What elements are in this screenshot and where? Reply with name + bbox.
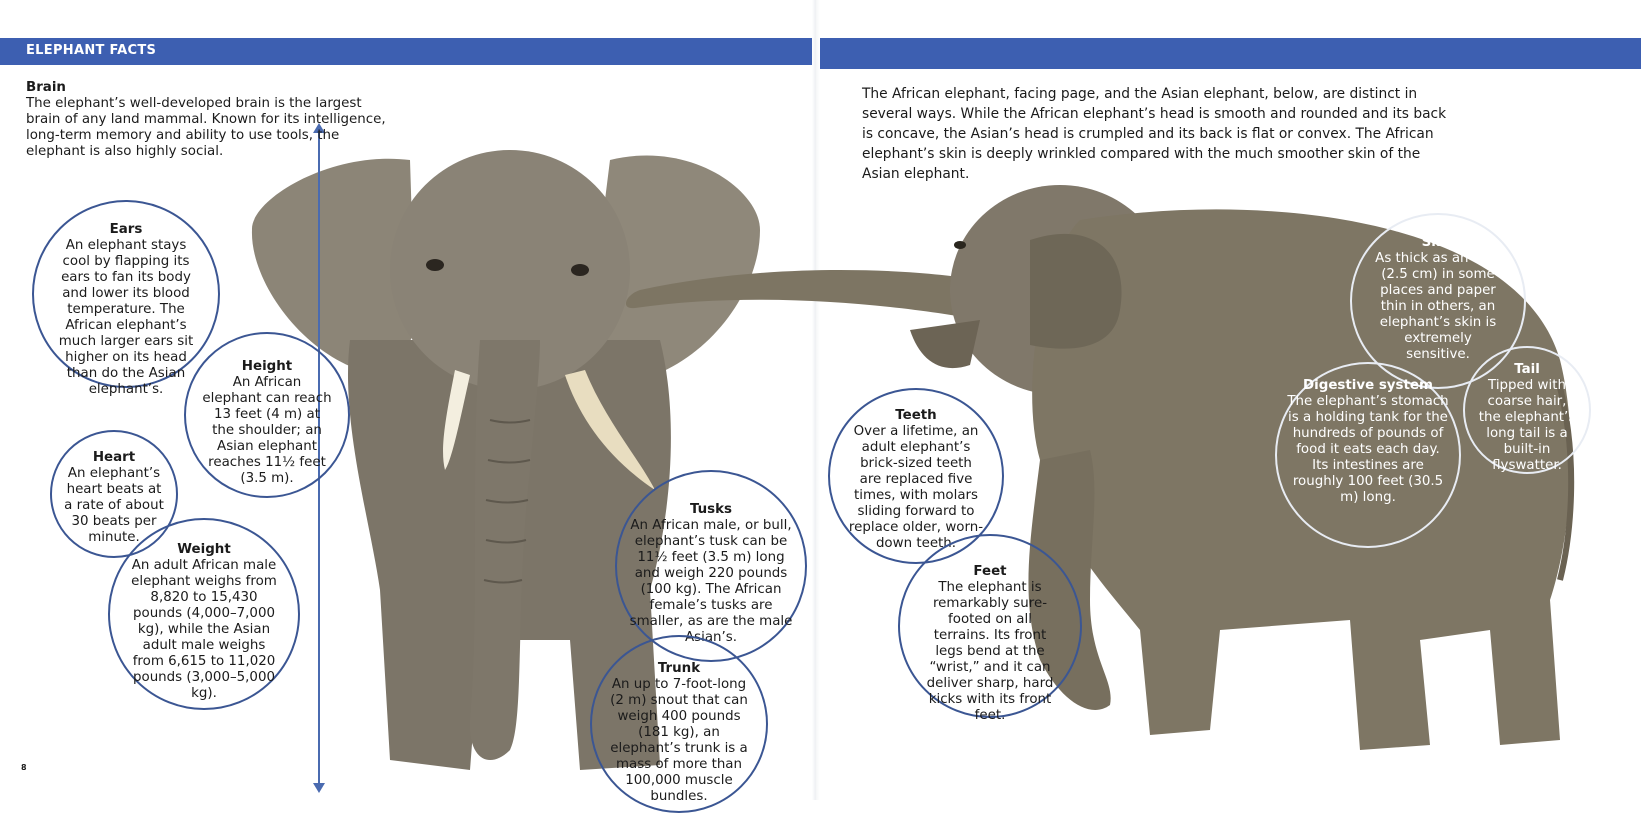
tail-fact-bubble	[1463, 346, 1591, 474]
intro-paragraph: The African elephant, facing page, and the Asian elephant, below, are distinct in several ways. While the African elephant’s head is smooth and rounded and its back is concave, the Asian’s head is crumpled and its back is flat or convex. The African elephant’s skin is deeply wrinkled compared with the much smoother skin of the Asian elephant.	[862, 86, 1447, 182]
weight-fact-bubble	[108, 518, 300, 710]
heart-title: Heart	[92, 450, 136, 465]
tusks-title: Tusks	[689, 502, 733, 517]
teeth-title: Teeth	[895, 408, 937, 423]
tail-text: Tipped with coarse hair, the elephant’s long tail is a built-in flyswatter.	[1478, 378, 1576, 473]
feet-text: The elephant is remarkably sure-footed on all terrains. Its front legs bend at the “wrist,” and it can deliver sharp, hard kicks with its front feet.	[926, 580, 1054, 723]
tusks-fact-bubble	[615, 470, 807, 662]
digestive-fact-bubble	[1275, 362, 1461, 548]
trunk-title: Trunk	[657, 661, 701, 676]
ears-fact-bubble	[32, 200, 220, 397]
brain-fact	[26, 80, 386, 160]
ears-text: An elephant stays cool by flapping its ears to fan its body and lower its blood temperature. The African elephant’s much larger ears sit higher on its head than do the Asian elephant’s.	[58, 238, 194, 397]
brain-text: The elephant’s well-developed brain is the largest brain of any land mammal. Known for its intelligence, long-term memory and ability to use tools, the elephant is also highly social.	[26, 96, 386, 159]
heart-text: An elephant’s heart beats at a rate of about 30 beats per minute.	[64, 466, 164, 545]
feet-title: Feet	[973, 564, 1007, 579]
skin-title: Skin	[1421, 235, 1455, 250]
trunk-fact-bubble	[590, 635, 768, 813]
tusks-text: An African male, or bull, elephant’s tusk can be 11½ feet (3.5 m) long and weigh 220 pounds (100 kg). The African female’s tusks are smaller, as are the male Asian’s.	[629, 518, 793, 645]
section-title: ELEPHANT FACTS	[26, 43, 157, 58]
height-fact-bubble	[184, 332, 350, 498]
feet-fact-bubble	[898, 534, 1082, 723]
page-number: 8	[21, 763, 27, 772]
digestive-title: Digestive system	[1303, 378, 1433, 393]
brain-heading: Brain	[26, 80, 66, 95]
ears-title: Ears	[109, 222, 143, 237]
tail-title: Tail	[1514, 362, 1540, 377]
header-band-right	[818, 38, 1641, 69]
skin-text: As thick as an inch (2.5 cm) in some places and paper thin in others, an elephant’s skin is extremely sensitive.	[1375, 251, 1501, 362]
digestive-text: The elephant’s stomach is a holding tank for the hundreds of pounds of food it eats each day. Its intestines are roughly 100 feet (30.5 m) long.	[1287, 394, 1449, 505]
height-title: Height	[241, 359, 293, 374]
weight-text: An adult African male elephant weighs from 8,820 to 15,430 pounds (4,000–7,000 kg), while the Asian adult male weighs from 6,615 to 11,020 pounds (3,000–5,000 kg).	[131, 558, 277, 701]
height-text: An African elephant can reach 13 feet (4 m) at the shoulder; an Asian elephant reaches 11½ feet (3.5 m).	[202, 375, 332, 486]
trunk-text: An up to 7-foot-long (2 m) snout that can weigh 400 pounds (181 kg), an elephant’s trunk is a mass of more than 100,000 muscle bundles.	[610, 677, 748, 804]
weight-title: Weight	[177, 542, 231, 557]
teeth-text: Over a lifetime, an adult elephant’s brick-sized teeth are replaced five times, with molars sliding forward to replace older, worn-down teeth.	[848, 424, 984, 551]
